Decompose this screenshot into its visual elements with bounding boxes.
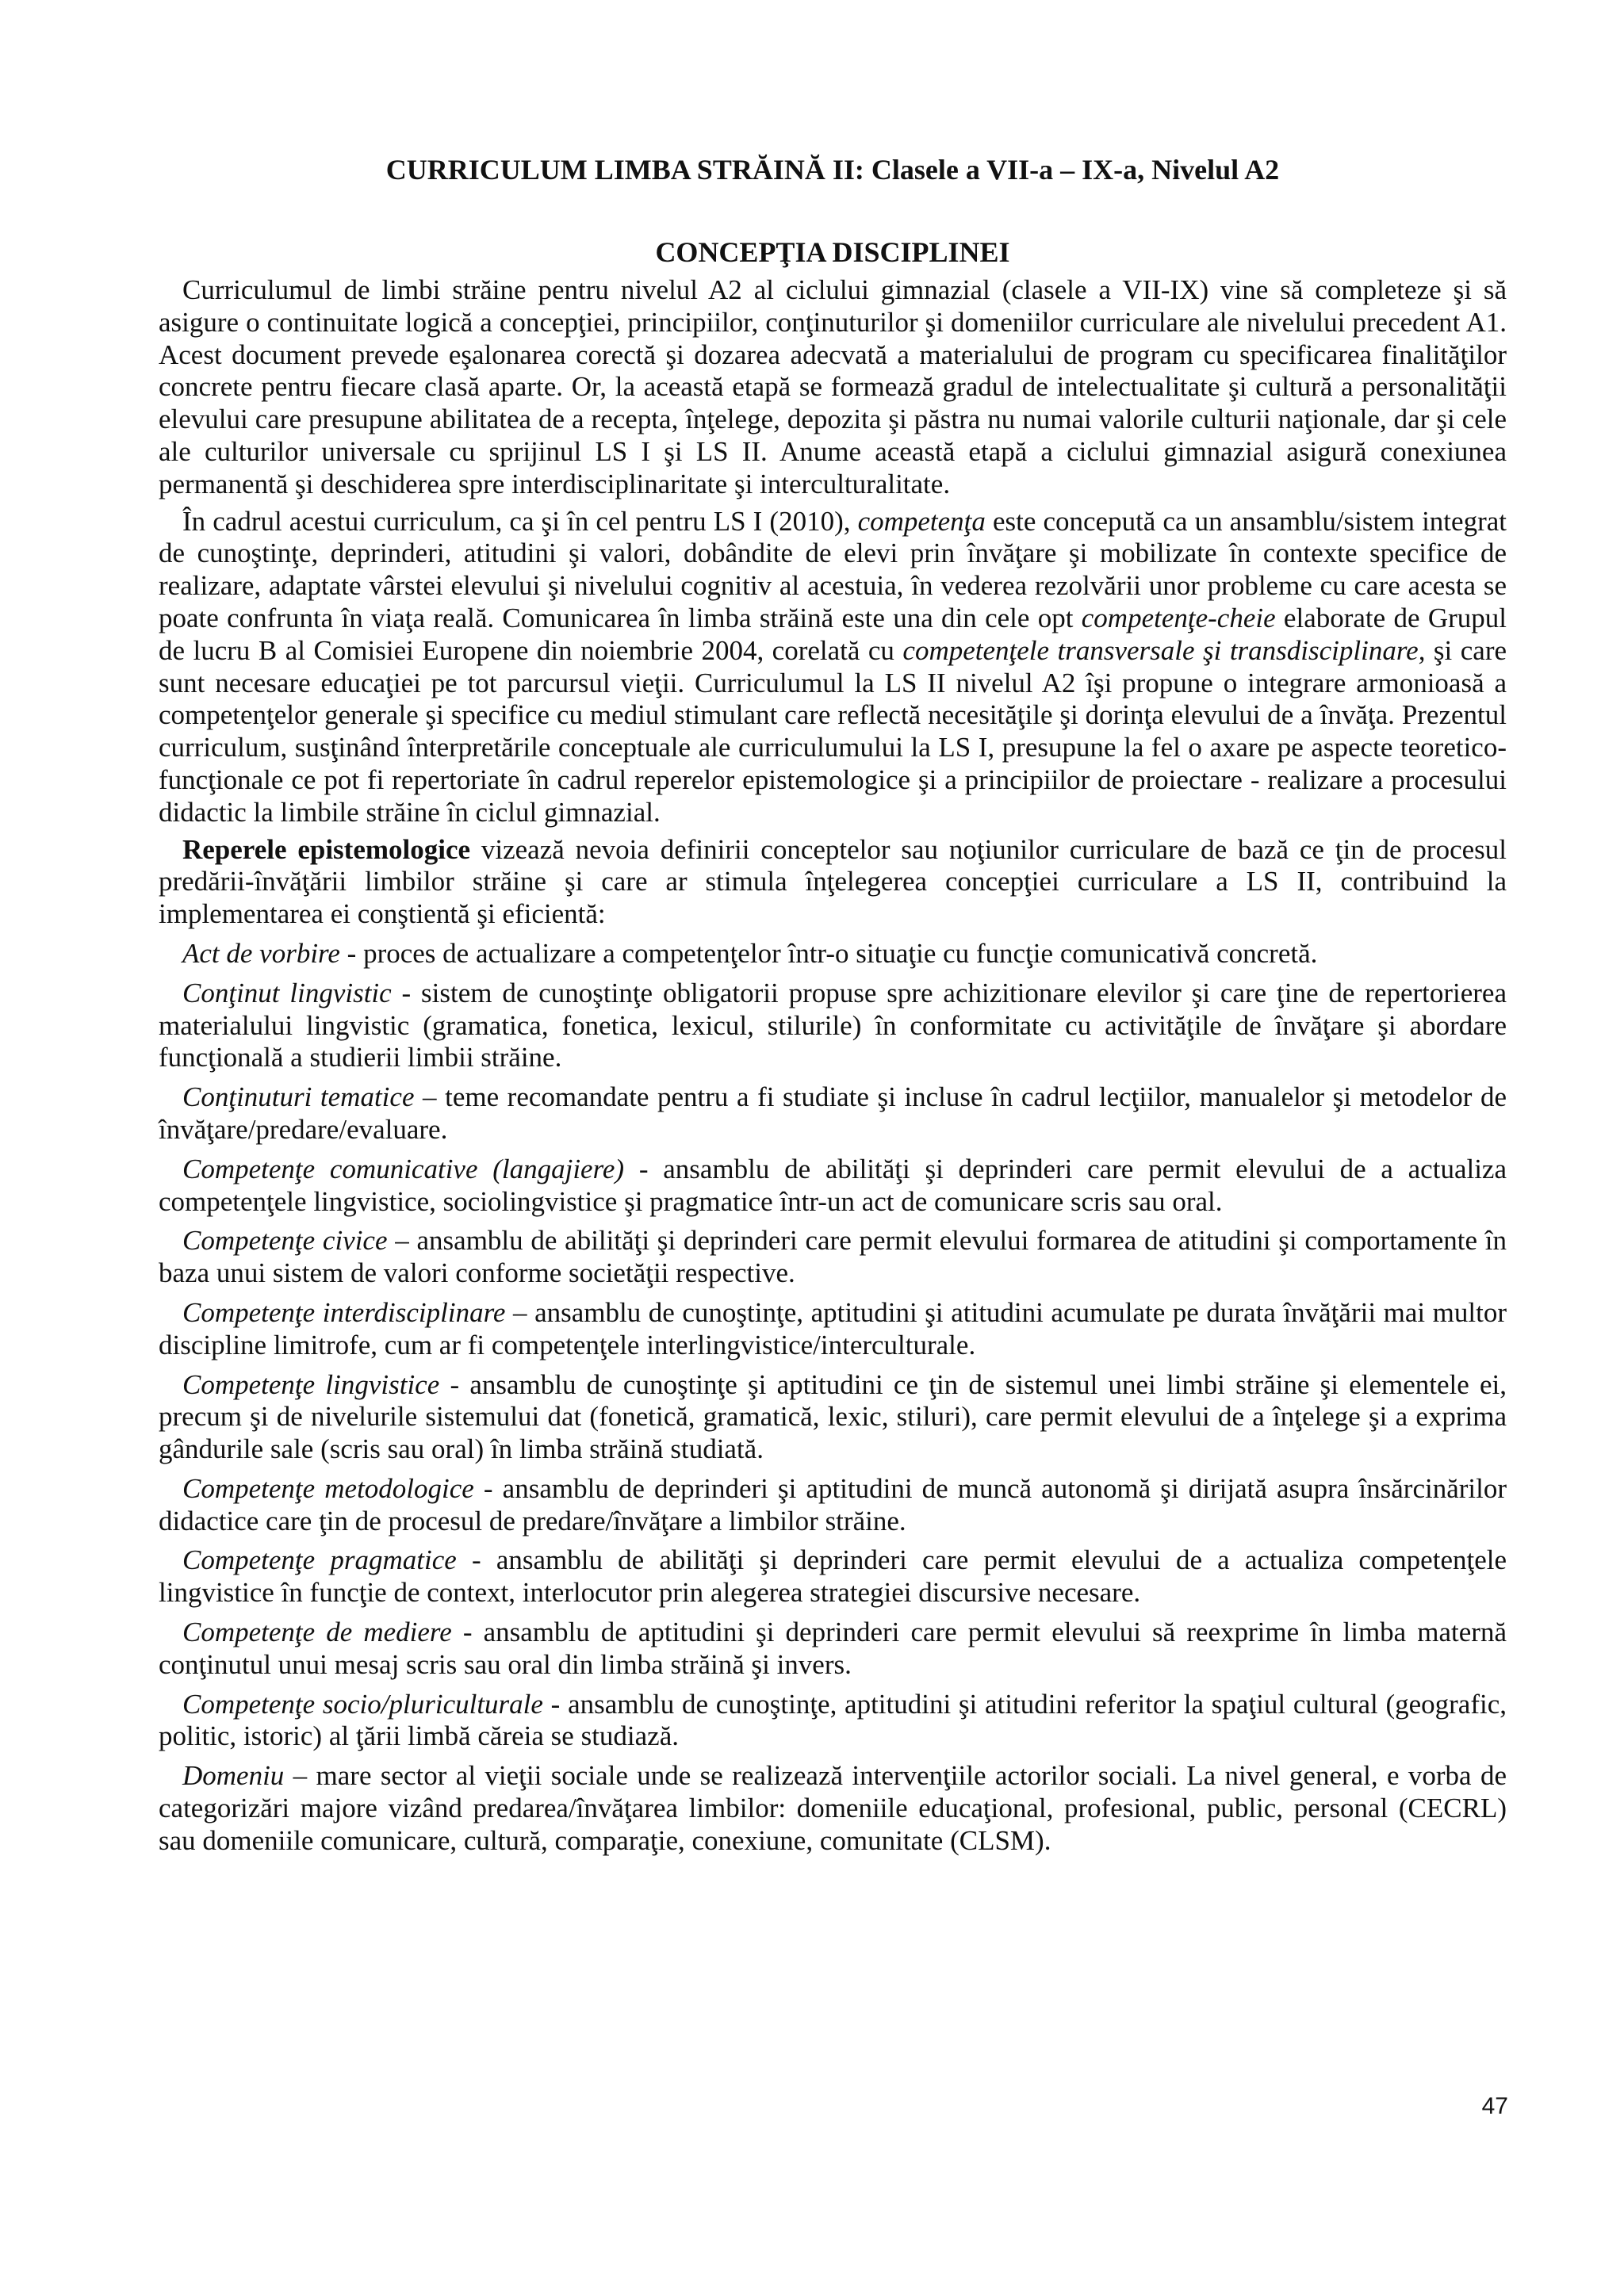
- definition-continut-lingvistic: [159, 978, 1507, 1074]
- definition-text: - ansamblu de cunoştinţe, aptitudini şi atitudini referitor la spaţiul cultural (geografic, politic, istoric) al ţării limbă căreia se studiază.: [159, 1688, 1507, 1752]
- italic-term: competenţele transversale şi transdisciplinare,: [902, 634, 1426, 666]
- definition-text: - ansamblu de deprinderi şi aptitudini de muncă autonomă şi dirijată asupra însărcinărilor didactice care ţin de procesul de predare/învăţare a limbilor străine.: [159, 1472, 1507, 1536]
- definition-term: Conţinuturi tematice: [182, 1081, 415, 1113]
- paragraph-text: vizează nevoia definirii conceptelor sau noţiunilor curriculare de bază ce ţin de procesul predării-învăţării limbilor străine şi care ar stimula înţelegerea concepţiei curriculare a LS II, contribuind la implementarea ei conştientă şi eficientă:: [159, 833, 1507, 930]
- definition-term: Competenţe interdisciplinare: [182, 1296, 506, 1328]
- intro-paragraph-2: [159, 506, 1507, 829]
- definition-term: Competenţe civice: [182, 1225, 388, 1257]
- definition-text: - ansamblu de abilităţi şi deprinderi care permit elevului de a actualiza competenţele lingvistice în funcţie de context, interlocutor prin alegerea strategiei discursive necesare.: [159, 1544, 1507, 1609]
- definition-text: - proces de actualizare a competenţelor într-o situaţie cu funcţie comunicativă concretă.: [339, 937, 1318, 969]
- definition-competente-pragmatice: [159, 1544, 1507, 1609]
- bold-term: Reperele epistemologice: [182, 833, 471, 865]
- definition-competente-de-mediere: [159, 1617, 1507, 1682]
- section-heading: CONCEPŢIA DISCIPLINEI: [655, 236, 1010, 268]
- definition-term: Competenţe de mediere: [182, 1617, 452, 1648]
- paragraph-text: elaborate de Grupul de lucru B al Comisiei Europene din noiembrie 2004, corelată cu: [159, 602, 1507, 666]
- definition-term: Domeniu: [182, 1760, 285, 1792]
- definition-domeniu: [159, 1760, 1507, 1857]
- definition-text: - ansamblu de cunoştinţe şi aptitudini ce ţin de sistemul unei limbi străine şi elementele ei, precum şi de nivelurile sistemului dat (fonetică, gramatică, lexic, stiluri), care permit elevului de a înţelege şi a exprima gândurile sale (scris sau oral) în limba străină studiată.: [159, 1368, 1507, 1465]
- definition-term: Competenţe comunicative (langajiere): [182, 1153, 625, 1184]
- definition-term: Act de vorbire: [182, 937, 340, 969]
- definition-text: – mare sector al vieţii sociale unde se realizează intervenţiile actorilor sociali. La nivel general, e vorba de categorizări majore vizând predarea/învăţarea limbilor: domeniile educaţional, profesional, public, personal (CECRL) sau domeniile comunicare, cultură, comparaţie, conexiune, comunitate (CLSM).: [159, 1760, 1507, 1856]
- italic-term: competenţa: [857, 505, 986, 537]
- definition-competente-metodologice: [159, 1473, 1507, 1538]
- definition-competente-civice: [159, 1225, 1507, 1290]
- italic-term: competenţe-cheie: [1081, 602, 1276, 633]
- paragraph-text: şi care sunt necesare educaţiei pe tot parcursul vieţii. Curriculumul la LS II nivelul A2 îşi propune o integrare armonioasă a competenţelor generale şi specifice cu mediul stimulant care reflectă necesităţile şi dorinţa elevului de a învăţa. Prezentul curriculum, susţinând înterpretările conceptuale ale curriculumului la LS I, presupune la fel o axare pe aspecte teoretico-funcţionale ce pot fi repertoriate în cadrul reperelor epistemologice şi a principiilor de proiectare - realizare a procesului didactic la limbile străine în ciclul gimnazial.: [159, 634, 1507, 828]
- definition-term: Competenţe metodologice: [182, 1472, 474, 1504]
- definition-competente-interdisciplinare: [159, 1297, 1507, 1362]
- definition-competente-comunicative: [159, 1154, 1507, 1219]
- definition-text: - ansamblu de aptitudini şi deprinderi care permit elevului să reexprime în limba maternă conţinutul unui mesaj scris sau oral din limba străină şi invers.: [159, 1617, 1507, 1680]
- definition-act-de-vorbire: [159, 938, 1507, 970]
- intro-paragraph-3: [159, 834, 1507, 931]
- paragraph-text: În cadrul acestui curriculum, ca şi în cel pentru LS I (2010),: [182, 505, 858, 537]
- definition-text: – teme recomandate pentru a fi studiate şi incluse în cadrul lecţiilor, manualelor şi metodelor de învăţare/predare/evaluare.: [159, 1081, 1507, 1145]
- definition-term: Competenţe pragmatice: [182, 1544, 457, 1576]
- document-title: CURRICULUM LIMBA STRĂINĂ II: Clasele a VII-a – IX-a, Nivelul A2: [385, 154, 1280, 186]
- definition-text: - ansamblu de abilităţi şi deprinderi care permit elevului de a actualiza competenţele lingvistice, sociolingvistice şi pragmatice într-un act de comunicare scris sau oral.: [159, 1153, 1507, 1217]
- definition-term: Conţinut lingvistic: [182, 977, 392, 1008]
- definition-term: Competenţe lingvistice: [182, 1368, 440, 1400]
- definition-term: Competenţe socio/pluriculturale: [182, 1688, 543, 1720]
- definition-competente-lingvistice: [159, 1369, 1507, 1466]
- definition-text: – ansamblu de abilităţi şi deprinderi care permit elevului formarea de atitudini şi comportamente în baza unui sistem de valori conforme societăţii respective.: [159, 1225, 1507, 1289]
- definition-text: - sistem de cunoştinţe obligatorii propuse spre achizitionare elevilor şi care ţine de repertorierea materialului lingvistic (gramatica, fonetica, lexicul, stilurile) în conformitate cu activităţile de învăţare şi abordare funcţională a studierii limbii străine.: [159, 977, 1507, 1073]
- paragraph-text: este concepută ca un ansamblu/sistem integrat de cunoştinţe, deprinderi, atitudini şi valori, dobândite de elevi prin învăţare şi mobilizate în contexte specifice de realizare, adaptate vârstei elevului şi nivelului cognitiv al acestuia, în vederea rezolvării unor probleme cu care acesta se poate confrunta în viaţa reală. Comunicarea în limba străină este una din cele opt: [159, 505, 1507, 633]
- document-body: [159, 274, 1507, 1858]
- definition-continuturi-tematice: [159, 1081, 1507, 1146]
- intro-paragraph-1: Curriculumul de limbi străine pentru nivelul A2 al ciclului gimnazial (clasele a VII-IX) vine să completeze şi să asigure o continuitate logică a concepţiei, principiilor, conţinuturilor şi domeniilor curriculare ale nivelului precedent A1. Acest document prevede eşalonarea corectă şi dozarea adecvată a materialului de program cu specificarea finalităţilor concrete pentru fiecare clasă aparte. Or, la această etapă se formează gradul de intelectualitate şi cultură a personalităţii elevului care presupune abilitatea de a recepta, înţelege, depozita şi păstra nu numai valorile culturii naţionale, dar şi cele ale culturilor universale cu sprijinul LS I şi LS II. Anume această etapă a ciclului gimnazial asigură conexiunea permanentă şi deschiderea spre interdisciplinaritate şi interculturalitate.: [159, 274, 1507, 499]
- definition-competente-socio-pluriculturale: [159, 1689, 1507, 1754]
- page-number: 47: [1481, 2093, 1508, 2119]
- definition-text: – ansamblu de cunoştinţe, aptitudini şi atitudini acumulate pe durata învăţării mai multor discipline limitrofe, cum ar fi competenţele interlingvistice/interculturale.: [159, 1296, 1507, 1360]
